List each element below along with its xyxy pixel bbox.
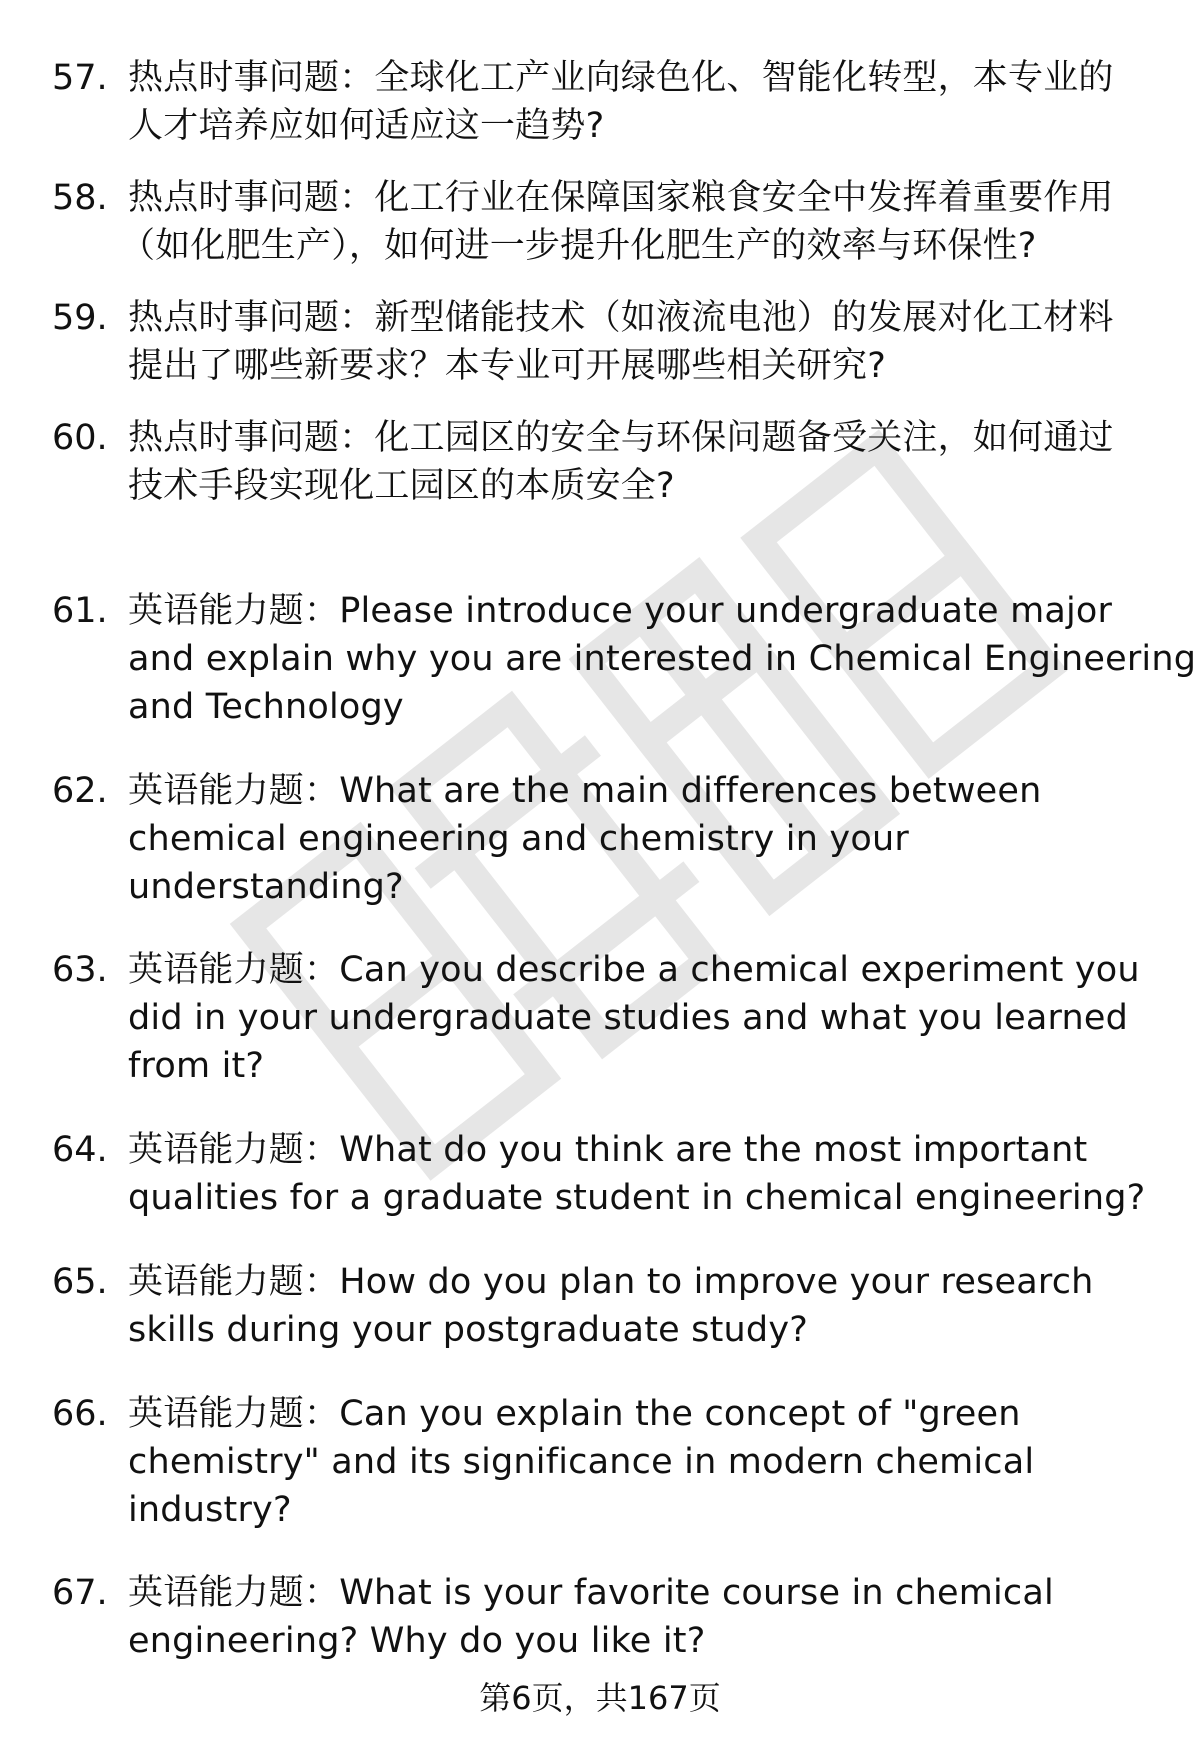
question-number: 66. bbox=[52, 1394, 108, 1434]
question-text-line: 英语能力题：How do you plan to improve your research bbox=[128, 1262, 1094, 1302]
question-number: 67. bbox=[52, 1573, 108, 1613]
question-text-line: 英语能力题：Can you explain the concept of "green bbox=[128, 1394, 1021, 1434]
question-text-line: skills during your postgraduate study? bbox=[128, 1310, 809, 1350]
question-number: 64. bbox=[52, 1130, 108, 1170]
question-text-line: did in your undergraduate studies and what you learned bbox=[128, 998, 1129, 1038]
question-number: 58. bbox=[52, 178, 108, 218]
question-text bbox=[128, 1126, 1168, 1222]
question-text bbox=[128, 946, 1168, 1090]
question-text-line: 提出了哪些新要求？本专业可开展哪些相关研究? bbox=[128, 346, 886, 386]
question-text-line: qualities for a graduate student in chemical engineering? bbox=[128, 1178, 1146, 1218]
question-text bbox=[128, 294, 1168, 390]
question-text-line: chemical engineering and chemistry in your bbox=[128, 819, 909, 859]
question-text-line: 英语能力题：What do you think are the most important bbox=[128, 1130, 1088, 1170]
question-number: 65. bbox=[52, 1262, 108, 1302]
question-text-line: 英语能力题：Please introduce your undergraduate major bbox=[128, 591, 1113, 631]
question-number: 62. bbox=[52, 771, 108, 811]
question-text-line: industry? bbox=[128, 1490, 292, 1530]
question-text-line: 热点时事问题：化工行业在保障国家粮食安全中发挥着重要作用 bbox=[128, 178, 1114, 218]
question-text-line: engineering? Why do you like it? bbox=[128, 1621, 706, 1661]
question-text-line: 英语能力题：Can you describe a chemical experiment you bbox=[128, 950, 1140, 990]
page-number: 第6页，共167页 bbox=[479, 1679, 721, 1717]
question-number: 60. bbox=[52, 418, 108, 458]
question-text-line: 人才培养应如何适应这一趋势? bbox=[128, 106, 605, 146]
question-text-line: 技术手段实现化工园区的本质安全? bbox=[128, 466, 675, 506]
question-text-line: from it? bbox=[128, 1046, 265, 1086]
question-text-line: and explain why you are interested in Chemical Engineering bbox=[128, 639, 1197, 679]
question-text-line: chemistry" and its significance in modern chemical bbox=[128, 1442, 1035, 1482]
question-number: 59. bbox=[52, 298, 108, 338]
question-text bbox=[120, 174, 1168, 270]
question-text bbox=[128, 414, 1168, 510]
question-text bbox=[128, 767, 1168, 911]
question-text-line: 英语能力题：What is your favorite course in chemical bbox=[128, 1573, 1054, 1613]
question-text bbox=[128, 1390, 1168, 1534]
question-text-line: 热点时事问题：化工园区的安全与环保问题备受关注，如何通过 bbox=[128, 418, 1114, 458]
question-text-line: 热点时事问题：全球化工产业向绿色化、智能化转型，本专业的 bbox=[128, 58, 1114, 98]
question-text bbox=[128, 54, 1168, 150]
question-number: 57. bbox=[52, 58, 108, 98]
question-text-line: and Technology bbox=[128, 687, 404, 727]
question-text-line: 英语能力题：What are the main differences between bbox=[128, 771, 1042, 811]
question-number: 63. bbox=[52, 950, 108, 990]
question-text bbox=[128, 1569, 1168, 1665]
question-text-line: 热点时事问题：新型储能技术（如液流电池）的发展对化工材料 bbox=[128, 298, 1114, 338]
question-text bbox=[128, 1258, 1168, 1354]
question-text bbox=[128, 587, 1197, 731]
question-number: 61. bbox=[52, 591, 108, 631]
question-text-line: （如化肥生产），如何进一步提升化肥生产的效率与环保性? bbox=[120, 226, 1037, 266]
question-text-line: understanding? bbox=[128, 867, 404, 907]
